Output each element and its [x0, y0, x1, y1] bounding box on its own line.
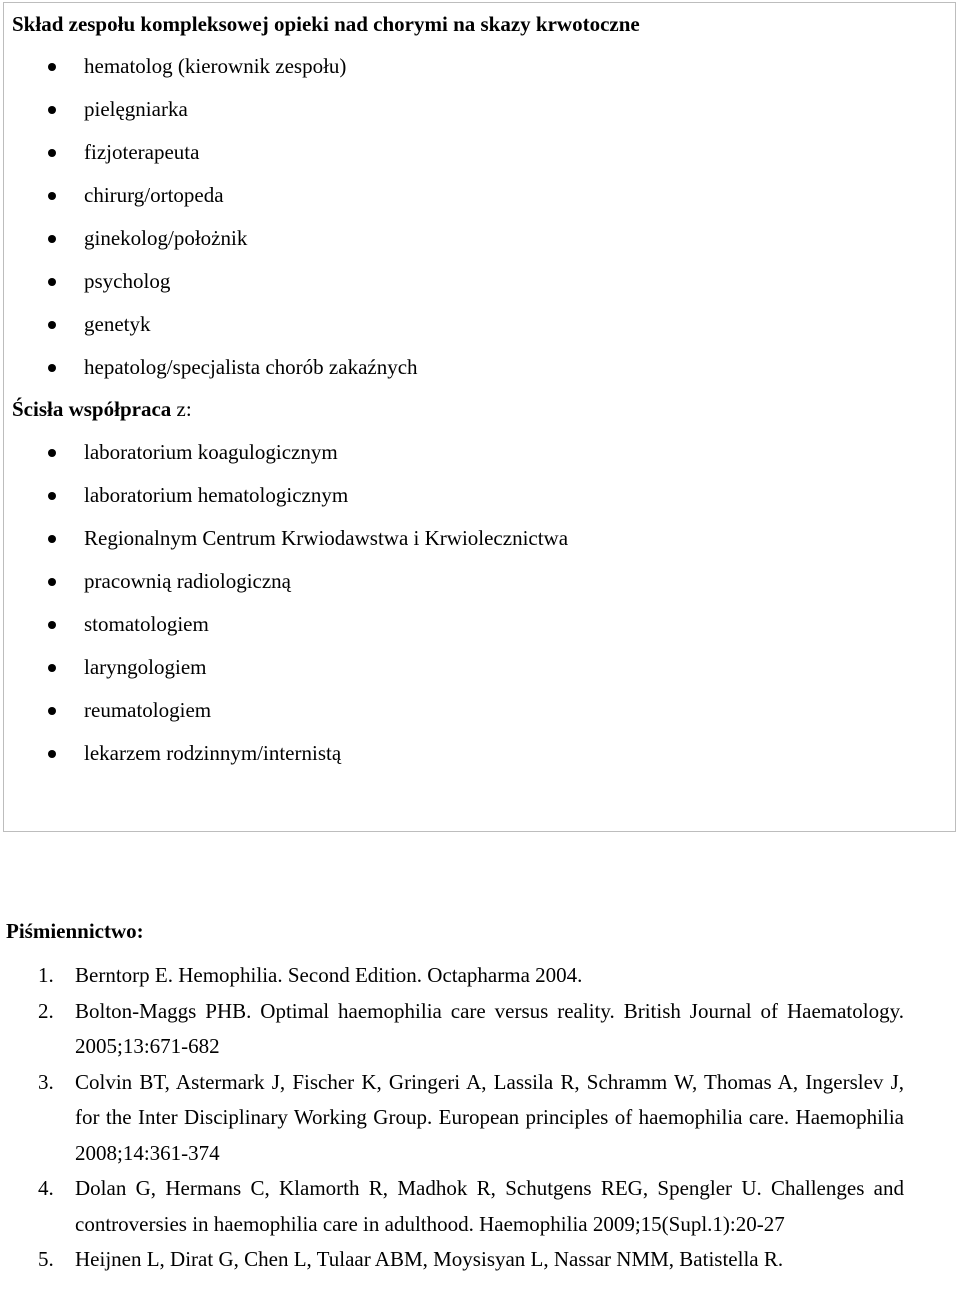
bullet-icon	[48, 364, 56, 372]
bullet-icon	[48, 106, 56, 114]
bullet-icon	[48, 449, 56, 457]
bullet-icon	[48, 321, 56, 329]
reference-item: 4. Dolan G, Hermans C, Klamorth R, Madhok R, Schutgens REG, Spengler U. Challenges and controversies in haemophilia care in adulthood. Haemophilia 2009;15(Supl.1):20-27	[38, 1176, 904, 1236]
box-title: Skład zespołu kompleksowej opieki nad chorymi na skazy krwotoczne	[12, 12, 640, 36]
bullet-icon	[48, 235, 56, 243]
references-list	[0, 958, 960, 1278]
bullet-icon	[48, 63, 56, 71]
bullet-icon	[48, 492, 56, 500]
reference-item: 1. Berntorp E. Hemophilia. Second Edition. Octapharma 2004.	[38, 963, 583, 987]
bullet-icon	[48, 149, 56, 157]
bullet-icon	[48, 750, 56, 758]
bullet-icon	[48, 278, 56, 286]
bullet-icon	[48, 621, 56, 629]
references-heading: Piśmiennictwo:	[6, 919, 144, 943]
cooperation-heading: Ścisła współpraca z:	[12, 397, 192, 421]
reference-item: 2. Bolton-Maggs PHB. Optimal haemophilia care versus reality. British Journal of Haematology. 2005;13:671-682	[38, 998, 904, 1058]
bullet-icon	[48, 664, 56, 672]
bullet-icon	[48, 535, 56, 543]
team-composition-box: Skład zespołu kompleksowej opieki nad chorymi na skazy krwotoczne hematolog (kierownik zespołu) pielęgniarka fizjoterapeuta chirurg/ortopeda ginekolog/położnik psycholog genetyk hepatolog/specjalista chorób zakaźnych Ścisła współpraca z: laboratorium koagulogicznym laboratorium hematologicznym Regionalnym Centrum Krwiodawstwa i Krwiolecznictwa pracownią radiologiczną stomatologiem laryngologiem reumatologiem lekarzem rodzinnym/internistą	[3, 2, 956, 832]
reference-item: 3. Colvin BT, Astermark J, Fischer K, Gringeri A, Lassila R, Schramm W, Thomas A, Ingerslev J, for the Inter Disciplinary Working Group. European principles of haemophilia care. Haemophilia 2008;14:361-374	[38, 1069, 904, 1165]
bullet-icon	[48, 578, 56, 586]
bullet-icon	[48, 707, 56, 715]
reference-item: 5. Heijnen L, Dirat G, Chen L, Tulaar ABM, Moysisyan L, Nassar NMM, Batistella R.	[38, 1247, 784, 1271]
bullet-icon	[48, 192, 56, 200]
